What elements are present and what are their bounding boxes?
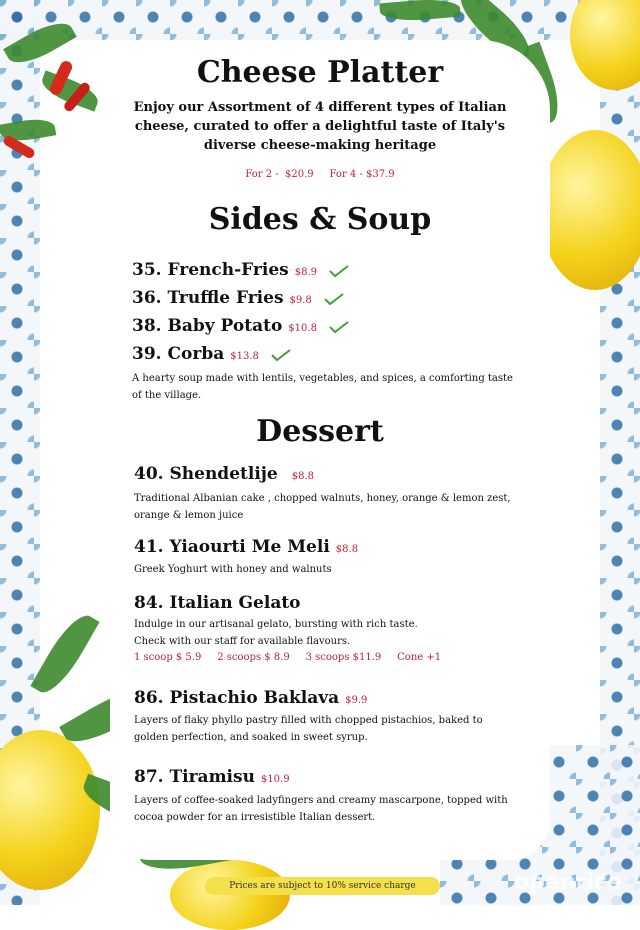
item-price: $9.8 [289,295,312,306]
item-name: 84. Italian Gelato [134,593,301,613]
leaf-check-icon [323,292,345,306]
cheese-description-line: cheese, curated to offer a delightful taste of Italy's [134,119,506,134]
menu-item [134,593,301,613]
item-name: 38. Baby Potato [132,316,283,336]
item-description [132,370,522,404]
cheese-description-line: Enjoy our Assortment of 4 different types of Italian [133,100,507,115]
gelato-prices: 1 scoop $ 5.9 2 scoops $ 8.9 3 scoops $11.9 Cone +1 [134,652,442,663]
item-name: 41. Yiaourti Me Meli [134,537,330,557]
item-description [134,490,534,524]
menu-item [134,464,314,484]
item-description-line: Layers of flaky phyllo pastry filled with chopped pistachios, baked to [134,715,483,726]
item-description-line: cocoa powder for an irresistible Italian dessert. [134,812,376,823]
item-description-line: Greek Yoghurt with honey and walnuts [134,564,332,575]
menu-item [132,260,350,280]
section-title-cheese: Cheese Platter [196,55,444,90]
item-description-line: Traditional Albanian cake , chopped walnuts, honey, orange & lemon zest, [134,493,511,504]
item-name: 86. Pistachio Baklava [134,688,340,708]
menu-item [134,537,358,557]
item-price: $8.8 [291,471,315,482]
item-price: $8.8 [335,544,359,555]
item-price: $8.9 [294,267,318,278]
item-description [134,792,534,826]
item-price: $10.8 [288,323,317,334]
item-description [134,712,534,746]
item-description-line: orange & lemon juice [134,510,244,521]
tile-border-top [0,0,640,40]
item-name: 39. Corba [132,344,225,364]
cheese-description [120,98,520,155]
item-name: 87. Tiramisu [134,767,255,787]
item-name: 40. Shendetlije [134,464,278,484]
item-name: 35. French-Fries [132,260,289,280]
lemon-illustration [0,730,100,890]
item-description-line: Check with our staff for available flavours. [134,636,351,647]
menu-item [132,316,350,336]
menu-item [134,767,290,787]
menu-item [132,288,345,308]
service-charge-note: Prices are subject to 10% service charge [205,877,440,895]
item-description-line: Layers of coffee-soaked ladyfingers and creamy mascarpone, topped with [134,795,508,806]
item-price: $13.8 [230,351,259,362]
item-description-line: A hearty soup made with lentils, vegetables, and spices, a comforting taste [132,373,513,384]
item-name: 36. Truffle Fries [132,288,284,308]
item-price: $10.9 [260,774,290,785]
section-title-dessert: Dessert [256,414,384,449]
item-description-line: Indulge in our artisanal gelato, bursting with rich taste. [134,619,418,630]
leaf-check-icon [328,320,350,334]
item-price: $9.9 [345,695,368,706]
menu-item [132,344,292,364]
item-description-line: golden perfection, and soaked in sweet syrup. [134,732,368,743]
leaf-check-icon [328,264,350,278]
leaf-check-icon [270,348,292,362]
menu-item [134,688,367,708]
section-title-sides: Sides & Soup [208,202,432,237]
cheese-prices: For 2 - $20.9 For 4 - $37.9 [245,169,395,180]
item-description [134,561,534,578]
watermark: openrice [514,870,622,895]
item-description-line: of the village. [132,390,202,401]
cheese-description-line: diverse cheese-making heritage [203,138,437,153]
leaf-illustration [30,608,99,700]
item-description [134,616,534,650]
lemon-illustration [170,860,290,930]
